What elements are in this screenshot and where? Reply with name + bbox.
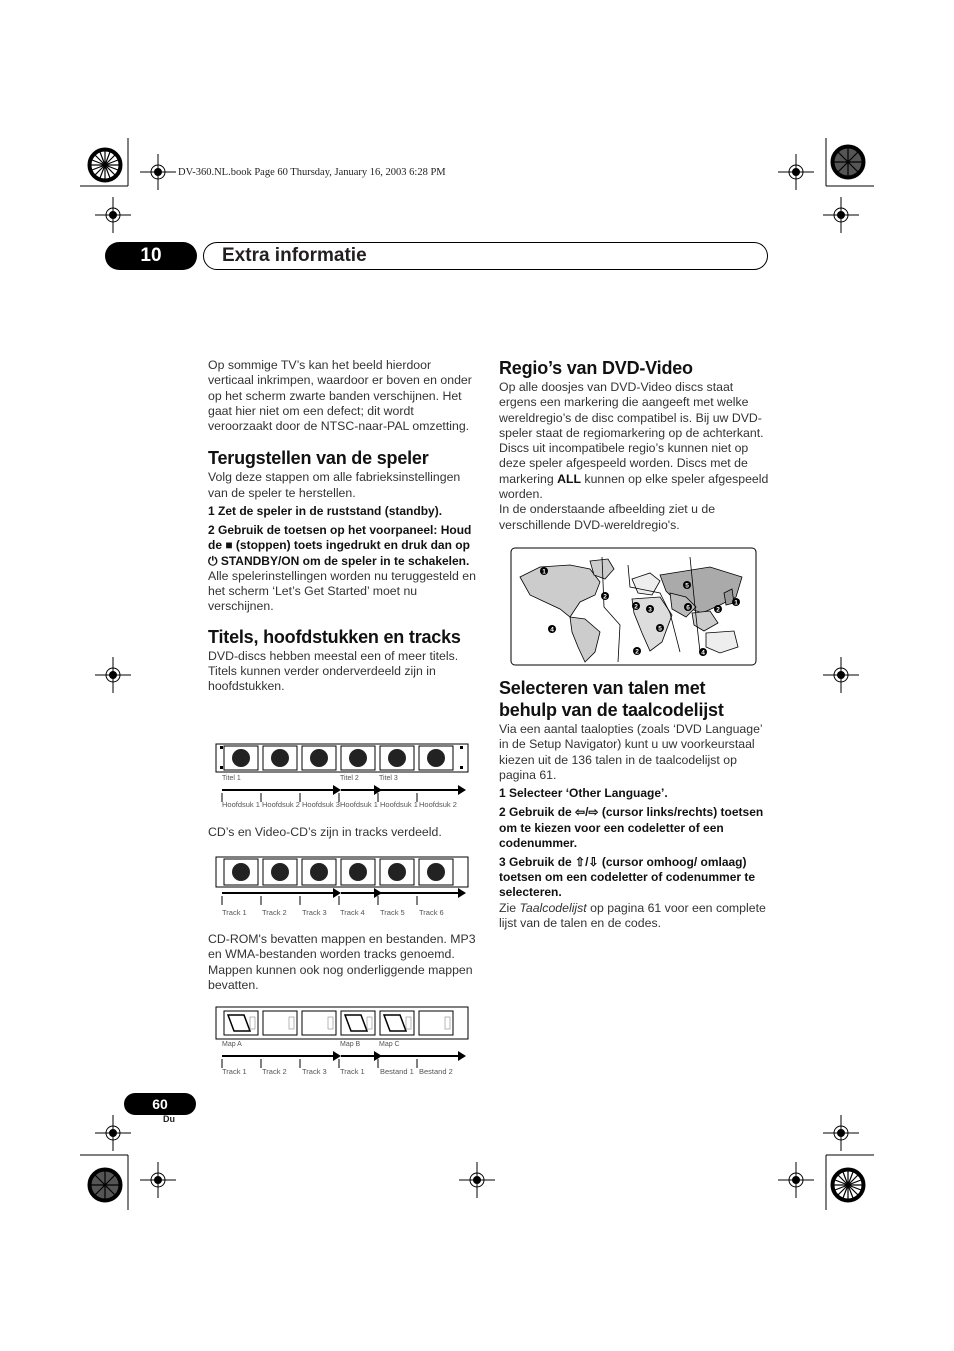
dvd-structure-diagram <box>214 740 472 812</box>
scene-icon <box>349 749 367 767</box>
reset-result: Alle spelerinstellingen worden nu teruggesteld en het scherm ‘Let’s Get Started’ moet nu verschijnen. <box>208 568 476 614</box>
region-number: 4 <box>550 626 554 634</box>
group-label: Titel 3 <box>379 775 398 782</box>
item-label: Track 3 <box>302 1067 327 1076</box>
region-number: 5 <box>685 582 689 590</box>
language-note: Zie Taalcodelijst op pagina 61 voor een complete lijst van de talen en de codes. <box>499 900 766 930</box>
item-label: Hoofdsuk 1 <box>340 800 378 809</box>
power-icon: ⏻ <box>208 553 218 568</box>
up-down-arrows-icon: ⇧/⇩ <box>575 855 599 869</box>
crosshair-icon <box>95 1115 131 1151</box>
region-number: 1 <box>542 568 546 576</box>
item-label: Hoofdsuk 2 <box>262 800 300 809</box>
crosshair-icon <box>95 197 131 233</box>
scene-icon <box>310 749 328 767</box>
book-info-line: DV-360.NL.book Page 60 Thursday, January 16, 2003 6:28 PM <box>178 167 446 178</box>
item-label: Track 3 <box>302 908 327 917</box>
reset-step-2: 2 Gebruik de toetsen op het voorpaneel: Houd de ■ (stoppen) toets ingedrukt en druk dan op ⏻ STANDBY/ON om de speler in te schakelen. <box>208 523 472 568</box>
page-number: 60 <box>124 1093 196 1115</box>
crosshair-icon <box>823 657 859 693</box>
chapter-title: Extra informatie <box>222 245 367 266</box>
arrow-head-icon <box>333 888 341 898</box>
region-number: 5 <box>658 625 662 633</box>
region-number: 2 <box>716 606 720 614</box>
regions-paragraph: Op alle doosjes van DVD-Video discs staat ergens een markering die aangeeft met welke wereldregio’s de disc compatibel is. Bij uw DVD-speler staat de regiomarkering op de achterkant. Discs uit incompatibele regio’s kunnen niet op deze speler afgespeeld worden. Discs met de markering ALL kunnen op elke speler afgespeeld worden. <box>499 380 769 502</box>
crosshair-icon <box>140 154 176 190</box>
item-label: Hoofdsuk 1 <box>380 800 418 809</box>
language-step-2: 2 Gebruik de ⇦/⇨ (cursor links/rechts) toetsen om te kiezen voor een codeletter of een codenummer. <box>499 805 764 850</box>
cdrom-text: CD-ROM's bevatten mappen en bestanden. MP3 en WMA-bestanden worden tracks genoemd. Mappen kunnen ook nog onderliggende mappen bevatten. <box>208 932 476 992</box>
language-description: Via een aantal taalopties (zoals ‘DVD Language’ in de Setup Navigator) kunt u uw voorkeurstaal kiezen uit de 136 talen in de taalcodelijst op pagina 61. <box>499 722 763 782</box>
group-label: Titel 2 <box>340 775 359 782</box>
scene-icon <box>427 749 445 767</box>
folder-frame <box>302 1011 336 1035</box>
crosshair-icon <box>823 197 859 233</box>
region-number: 2 <box>603 593 607 601</box>
crosshair-icon <box>459 1162 495 1198</box>
reset-step-1: 1 Zet de speler in de ruststand (standby). <box>208 504 443 519</box>
region-number: 2 <box>635 648 639 656</box>
reset-description: Volg deze stappen om alle fabrieksinstellingen van de speler te herstellen. <box>208 470 461 500</box>
item-label: Bestand 2 <box>419 1067 453 1076</box>
region-number: 4 <box>701 649 705 657</box>
left-right-arrows-icon: ⇦/⇨ <box>575 805 599 820</box>
crosshair-icon <box>823 1115 859 1151</box>
scene-icon <box>388 863 406 881</box>
scene-icon <box>310 863 328 881</box>
cd-structure-diagram <box>214 853 472 923</box>
arrow-head-icon <box>333 785 341 795</box>
region-number: 6 <box>686 604 690 612</box>
cdrom-structure-diagram <box>214 1005 472 1079</box>
group-label: Map C <box>379 1041 400 1048</box>
scene-icon <box>271 749 289 767</box>
titles-heading: Titels, hoofdstukken en tracks <box>208 626 461 647</box>
group-label: Map A <box>222 1041 242 1048</box>
item-label: Track 2 <box>262 908 287 917</box>
item-label: Track 2 <box>262 1067 287 1076</box>
crosshair-icon <box>778 154 814 190</box>
item-label: Track 6 <box>419 908 444 917</box>
item-label: Hoofdsuk 3 <box>302 800 340 809</box>
sunburst-icon <box>831 145 865 179</box>
item-label: Track 1 <box>340 1067 365 1076</box>
language-code: Du <box>163 1114 175 1124</box>
scene-icon <box>349 863 367 881</box>
language-step-3: 3 Gebruik de ⇧/⇩ (cursor omhoog/ omlaag) toetsen om een codeletter of codenummer te selecteren. <box>499 855 756 900</box>
item-label: Track 1 <box>222 1067 247 1076</box>
scene-icon <box>388 749 406 767</box>
crosshair-icon <box>778 1162 814 1198</box>
group-label: Map B <box>340 1041 361 1048</box>
region-number: 3 <box>648 606 652 614</box>
region-number: 2 <box>634 603 638 611</box>
item-label: Hoofdsuk 2 <box>419 800 457 809</box>
sunburst-icon <box>831 1168 865 1202</box>
folder-frame <box>263 1011 297 1035</box>
crosshair-icon <box>140 1162 176 1198</box>
item-label: Bestand 1 <box>380 1067 414 1076</box>
arrow-head-icon <box>333 1051 341 1061</box>
left-column <box>208 358 480 695</box>
reset-heading: Terugstellen van de speler <box>208 448 429 469</box>
group-label: Titel 1 <box>222 775 241 782</box>
regions-heading: Regio’s van DVD-Video <box>499 358 693 378</box>
dvd-region-map <box>510 547 757 666</box>
item-label: Track 4 <box>340 908 365 917</box>
titles-description: DVD-discs hebben meestal een of meer titels. Titels kunnen verder onderverdeeld zijn in hoofdstukken. <box>208 648 459 694</box>
chapter-number-badge: 10 <box>105 242 197 270</box>
scene-icon <box>427 863 445 881</box>
language-heading: Selecteren van talen met behulp van de taalcodelijst <box>499 678 724 720</box>
sunburst-icon <box>88 1168 122 1202</box>
arrow-head-icon <box>458 1051 466 1061</box>
arrow-head-icon <box>458 785 466 795</box>
regions-map-intro: In de onderstaande afbeelding ziet u de verschillende DVD-wereldregio's. <box>499 502 716 532</box>
language-step-1: 1 Selecteer ‘Other Language’. <box>499 786 668 801</box>
intro-paragraph: Op sommige TV’s kan het beeld hierdoor verticaal inkrimpen, waardoor er boven en onder op het scherm zwarte banden verschijnen. Het gaat hier niet om een defect; dit wordt veroorzaakt door de NTSC-naar-PAL omzetting. <box>208 358 472 434</box>
cd-tracks-text: CD’s en Video-CD’s zijn in tracks verdeeld. <box>208 825 442 839</box>
stop-icon: ■ <box>225 538 233 553</box>
region-number: 1 <box>734 599 738 607</box>
right-column <box>499 357 771 533</box>
sunburst-icon <box>88 148 122 182</box>
crosshair-icon <box>95 657 131 693</box>
item-label: Track 1 <box>222 908 247 917</box>
scene-icon <box>232 863 250 881</box>
folder-frame <box>419 1011 453 1035</box>
scene-icon <box>232 749 250 767</box>
item-label: Track 5 <box>380 908 405 917</box>
arrow-head-icon <box>458 888 466 898</box>
item-label: Hoofdsuk 1 <box>222 800 260 809</box>
scene-icon <box>271 863 289 881</box>
